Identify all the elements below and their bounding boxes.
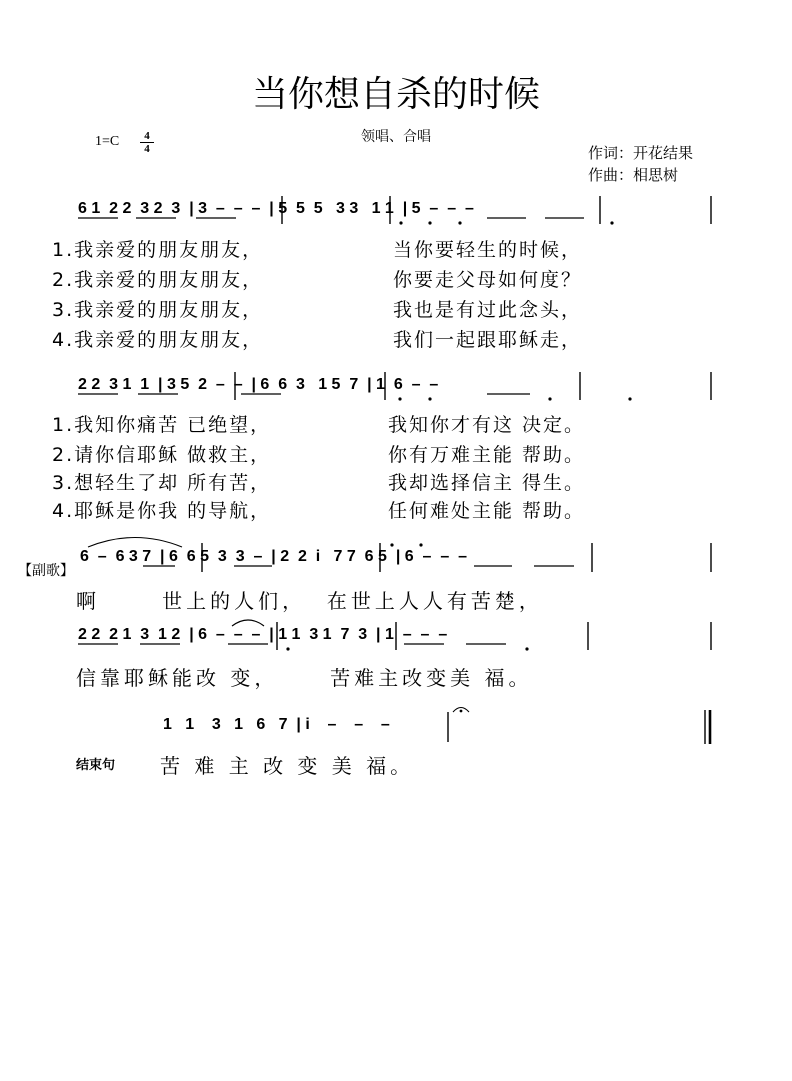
ending-line: 苦 难 主 改 变 美 福。 — [160, 754, 415, 778]
notation-line-2: 2 2 3 1 1 | 3 5 2 – – | 6 6 3 1 5 7 | 1 6 – – — [78, 376, 439, 393]
verse-line: 2.请你信耶稣 做救主， — [52, 444, 272, 466]
verse-line: 当你要轻生的时候， — [393, 239, 583, 261]
verse-line: 1.我亲爱的朋友朋友， — [52, 239, 264, 261]
chorus-line: 啊 世上的人们， 在世上人人有苦楚， — [76, 589, 543, 613]
notation-line-4: 2 2 2 1 3 1 2 | 6 – – – | 1 1 3 1 7 3 | 1 – – – — [78, 626, 448, 643]
song-title: 当你想自杀的时候 — [251, 74, 540, 115]
verse-line: 我们一起跟耶稣走， — [393, 329, 583, 351]
verse-line: 3.想轻生了却 所有苦， — [52, 472, 272, 494]
chorus-line: 信靠耶稣能改 变， 苦难主改变美 福。 — [76, 666, 533, 690]
verse-line: 2.我亲爱的朋友朋友， — [52, 269, 264, 291]
lyricist-credit: 作词：开花结果 — [588, 144, 694, 162]
notation-line-1: 6 1 2 2 3 2 3 | 3 – – – | 5 5 5 3 3 1 1 | 5 – – – — [78, 200, 474, 217]
composer-credit: 作曲：相思树 — [588, 166, 679, 184]
verse-line: 你要走父母如何度？ — [393, 269, 583, 291]
chorus-label: 【副歌】 — [18, 563, 74, 579]
verse-line: 4.我亲爱的朋友朋友， — [52, 329, 264, 351]
verse-line: 我也是有过此念头， — [393, 299, 583, 321]
ending-label: 结束句 — [76, 758, 116, 773]
verse-line: 任何难处主能 帮助。 — [388, 500, 586, 522]
verse-line: 4.耶稣是你我 的导航， — [52, 500, 272, 522]
notation-line-5: 1 1 3 1 6 7 | i – – – — [163, 716, 390, 733]
verse-line: 1.我知你痛苦 已绝望， — [52, 414, 272, 436]
verse-line: 我却选择信主 得生。 — [388, 472, 586, 494]
key-signature: 1=C — [95, 134, 120, 149]
verse-line: 你有万难主能 帮助。 — [388, 444, 586, 466]
verse-line: 3.我亲爱的朋友朋友， — [52, 299, 264, 321]
notation-line-3: 6 – 6 3 7 | 6 6 5 3 3 – | 2 2 i 7 7 6 5 | 6 – – – — [80, 548, 467, 565]
performance-note: 领唱、合唱 — [361, 129, 431, 145]
time-signature: 4 4 — [140, 130, 154, 155]
verse-line: 我知你才有这 决定。 — [388, 414, 586, 436]
